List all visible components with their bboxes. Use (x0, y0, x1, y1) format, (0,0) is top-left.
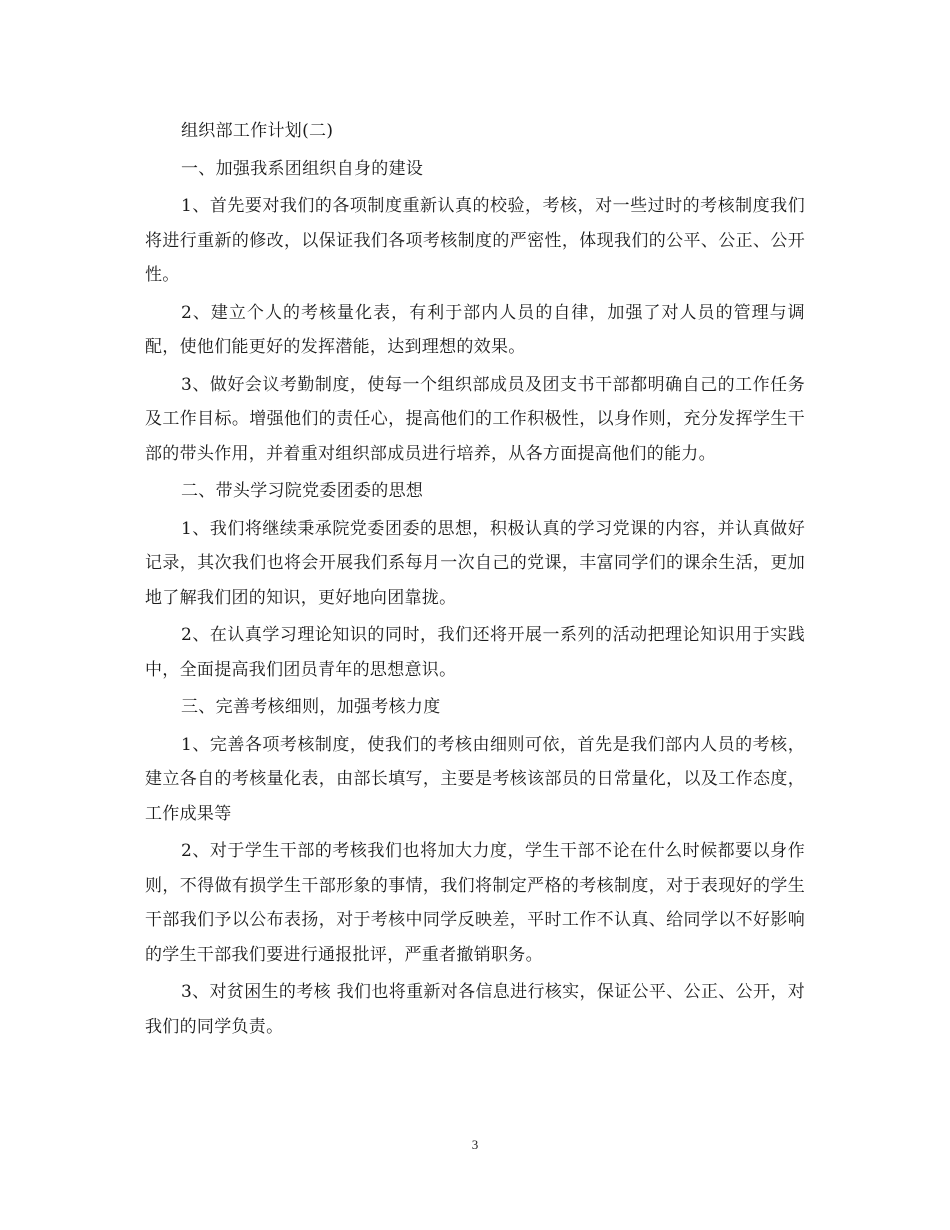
section-heading-1: 一、加强我系团组织自身的建设 (181, 158, 424, 179)
paragraph: 3、对贫困生的考核 我们也将重新对各信息进行核实，保证公平、公正、公开，对我们的同学负责。 (145, 982, 805, 1037)
section-heading-3: 三、完善考核细则，加强考核力度 (181, 697, 441, 717)
paragraph: 1、我们将继续秉承院党委团委的思想，积极认真的学习党课的内容，并认真做好记录，其次我们也将会开展我们系每月一次自己的党课，丰富同学们的课余生活，更加地了解我们团的知识，更好地向团靠拢。 (145, 518, 805, 608)
page-number: 3 (471, 1137, 479, 1152)
paragraph: 3、做好会议考勤制度，使每一个组织部成员及团支书干部都明确自己的工作任务及工作目标。增强他们的责任心，提高他们的工作积极性，以身作则，充分发挥学生干部的带头作用，并着重对组织部成员进行培养，从各方面提高他们的能力。 (145, 374, 805, 464)
paragraph: 1、首先要对我们的各项制度重新认真的校验，考核，对一些过时的考核制度我们将进行重新的修改，以保证我们各项考核制度的严密性，体现我们的公平、公正、公开性。 (145, 196, 805, 285)
section-heading-2: 二、带头学习院党委团委的思想 (181, 481, 424, 501)
paragraph: 2、建立个人的考核量化表，有利于部内人员的自律，加强了对人员的管理与调配，使他们能更好的发挥潜能，达到理想的效果。 (145, 302, 805, 357)
paragraph: 1、完善各项考核制度，使我们的考核由细则可依，首先是我们部内人员的考核，建立各自的考核量化表，由部长填写，主要是考核该部员的日常量化，以及工作态度，工作成果等 (145, 734, 805, 824)
document-title: 组织部工作计划(二) (181, 121, 334, 141)
paragraph: 2、对于学生干部的考核我们也将加大力度，学生干部不论在什么时候都要以身作则，不得做有损学生干部形象的事情，我们将制定严格的考核制度，对于表现好的学生干部我们予以公布表扬，对于考核中同学反映差，平时工作不认真、给同学以不好影响的学生干部我们要进行通报批评，严重者撤销职务。 (145, 841, 805, 965)
document-body (145, 114, 805, 1047)
paragraph: 2、在认真学习理论知识的同时，我们还将开展一系列的活动把理论知识用于实践中，全面提高我们团员青年的思想意识。 (145, 625, 805, 680)
